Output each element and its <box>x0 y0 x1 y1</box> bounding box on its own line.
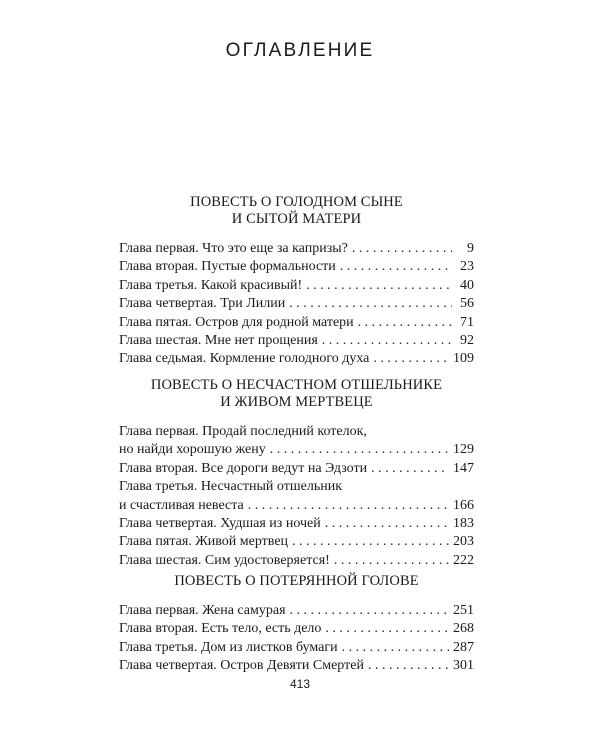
dot-leader <box>352 240 452 258</box>
chapter-line <box>119 332 474 350</box>
dot-leader <box>325 620 449 638</box>
chapter-entry <box>119 515 474 533</box>
chapter-list <box>119 423 474 570</box>
chapter-page-number: 9 <box>467 241 474 256</box>
chapter-entry <box>119 602 474 620</box>
chapter-page-number: 222 <box>453 552 474 568</box>
chapter-title: Глава шестая. Сим удостоверяется! <box>119 552 330 568</box>
dot-leader <box>340 258 452 276</box>
chapter-line <box>119 441 474 459</box>
chapter-line <box>119 423 474 441</box>
chapter-page-number: 147 <box>453 460 474 476</box>
chapter-title: Глава первая. Жена самурая <box>119 603 286 618</box>
chapter-entry <box>119 332 474 350</box>
chapter-entry <box>119 350 474 368</box>
story-section <box>119 377 474 570</box>
story-title-line: ПОВЕСТЬ О ГОЛОДНОМ СЫНЕ <box>190 194 403 210</box>
dot-leader <box>306 277 452 295</box>
chapter-title: Глава вторая. Есть тело, есть дело <box>119 621 322 637</box>
dot-leader <box>290 602 449 620</box>
chapter-entry <box>119 277 474 295</box>
chapter-page-number: 40 <box>460 277 474 293</box>
story-title <box>119 194 474 228</box>
chapter-entry <box>119 639 474 657</box>
chapter-page-number: 301 <box>453 658 474 674</box>
chapter-page-number: 166 <box>453 497 474 513</box>
chapter-title: Глава первая. Что это еще за капризы? <box>119 241 348 256</box>
chapter-title: Глава четвертая. Остров Девяти Смертей <box>119 658 364 674</box>
chapter-page-number: 129 <box>453 442 474 458</box>
dot-leader <box>289 295 452 313</box>
chapter-line <box>119 552 474 570</box>
dot-leader <box>358 314 452 332</box>
chapter-entry <box>119 552 474 570</box>
dot-leader <box>368 657 449 675</box>
chapter-title: но найди хорошую жену <box>119 442 266 458</box>
chapter-page-number: 56 <box>460 296 474 312</box>
chapter-entry <box>119 295 474 313</box>
dot-leader <box>371 460 449 478</box>
chapter-line <box>119 497 474 515</box>
chapter-entry <box>119 533 474 551</box>
dot-leader <box>342 639 449 657</box>
chapter-title: Глава вторая. Все дороги ведут на Эдзоти <box>119 460 368 476</box>
story-title <box>119 573 474 590</box>
chapter-title: Глава пятая. Живой мертвец <box>119 534 289 550</box>
chapter-title: Глава третья. Дом из листков бумаги <box>119 639 338 655</box>
chapter-title: Глава седьмая. Кормление голодного духа <box>119 351 370 367</box>
chapter-title: Глава первая. Продай последний котелок, <box>119 424 367 439</box>
story-section <box>119 573 474 676</box>
chapter-entry <box>119 423 474 460</box>
chapter-entry <box>119 240 474 258</box>
chapter-entry <box>119 478 474 515</box>
chapter-title: Глава четвертая. Три Лилии <box>119 296 286 312</box>
chapter-title: Глава четвертая. Худшая из ночей <box>119 516 321 532</box>
chapter-entry <box>119 258 474 276</box>
dot-leader <box>373 350 449 368</box>
chapter-line <box>119 240 474 258</box>
chapter-line <box>119 533 474 551</box>
dot-leader <box>248 497 449 515</box>
dot-leader <box>325 515 449 533</box>
story-title-line: ПОВЕСТЬ О ПОТЕРЯННОЙ ГОЛОВЕ <box>174 573 419 589</box>
chapter-page-number: 23 <box>460 259 474 275</box>
chapter-page-number: 109 <box>453 351 474 367</box>
chapter-entry <box>119 460 474 478</box>
chapter-line <box>119 478 474 496</box>
chapter-list <box>119 602 474 676</box>
chapter-title: Глава третья. Какой красивый! <box>119 277 303 293</box>
chapter-line <box>119 295 474 313</box>
chapter-page-number: 183 <box>453 516 474 532</box>
chapter-page-number: 92 <box>460 333 474 349</box>
chapter-list <box>119 240 474 369</box>
page-number: 413 <box>289 677 311 691</box>
chapter-title: Глава вторая. Пустые формальности <box>119 259 336 275</box>
chapter-page-number: 268 <box>453 621 474 637</box>
dot-leader <box>270 441 449 459</box>
story-title <box>119 377 474 411</box>
chapter-entry <box>119 314 474 332</box>
page-title: ОГЛАВЛЕНИЕ <box>225 40 375 61</box>
story-title-line: И ЖИВОМ МЕРТВЕЦЕ <box>220 394 373 410</box>
chapter-line <box>119 277 474 295</box>
chapter-line <box>119 314 474 332</box>
chapter-line <box>119 639 474 657</box>
chapter-page-number: 251 <box>453 603 474 618</box>
chapter-title: и счастливая невеста <box>119 497 244 513</box>
chapter-page-number: 287 <box>453 639 474 655</box>
chapter-page-number: 203 <box>453 534 474 550</box>
chapter-title: Глава пятая. Остров для родной матери <box>119 314 354 330</box>
chapter-line <box>119 602 474 620</box>
story-section <box>119 194 474 369</box>
chapter-title: Глава шестая. Мне нет прощения <box>119 333 318 349</box>
chapter-title: Глава третья. Несчастный отшельник <box>119 479 342 495</box>
dot-leader <box>322 332 452 350</box>
chapter-entry <box>119 620 474 638</box>
chapter-line <box>119 620 474 638</box>
chapter-entry <box>119 657 474 675</box>
chapter-line <box>119 350 474 368</box>
chapter-page-number: 71 <box>460 314 474 330</box>
story-title-line: ПОВЕСТЬ О НЕСЧАСТНОМ ОТШЕЛЬНИКЕ <box>150 377 443 393</box>
dot-leader <box>334 552 449 570</box>
story-title-line: И СЫТОЙ МАТЕРИ <box>231 211 362 227</box>
chapter-line <box>119 460 474 478</box>
chapter-line <box>119 258 474 276</box>
chapter-line <box>119 515 474 533</box>
chapter-line <box>119 657 474 675</box>
dot-leader <box>292 533 449 551</box>
